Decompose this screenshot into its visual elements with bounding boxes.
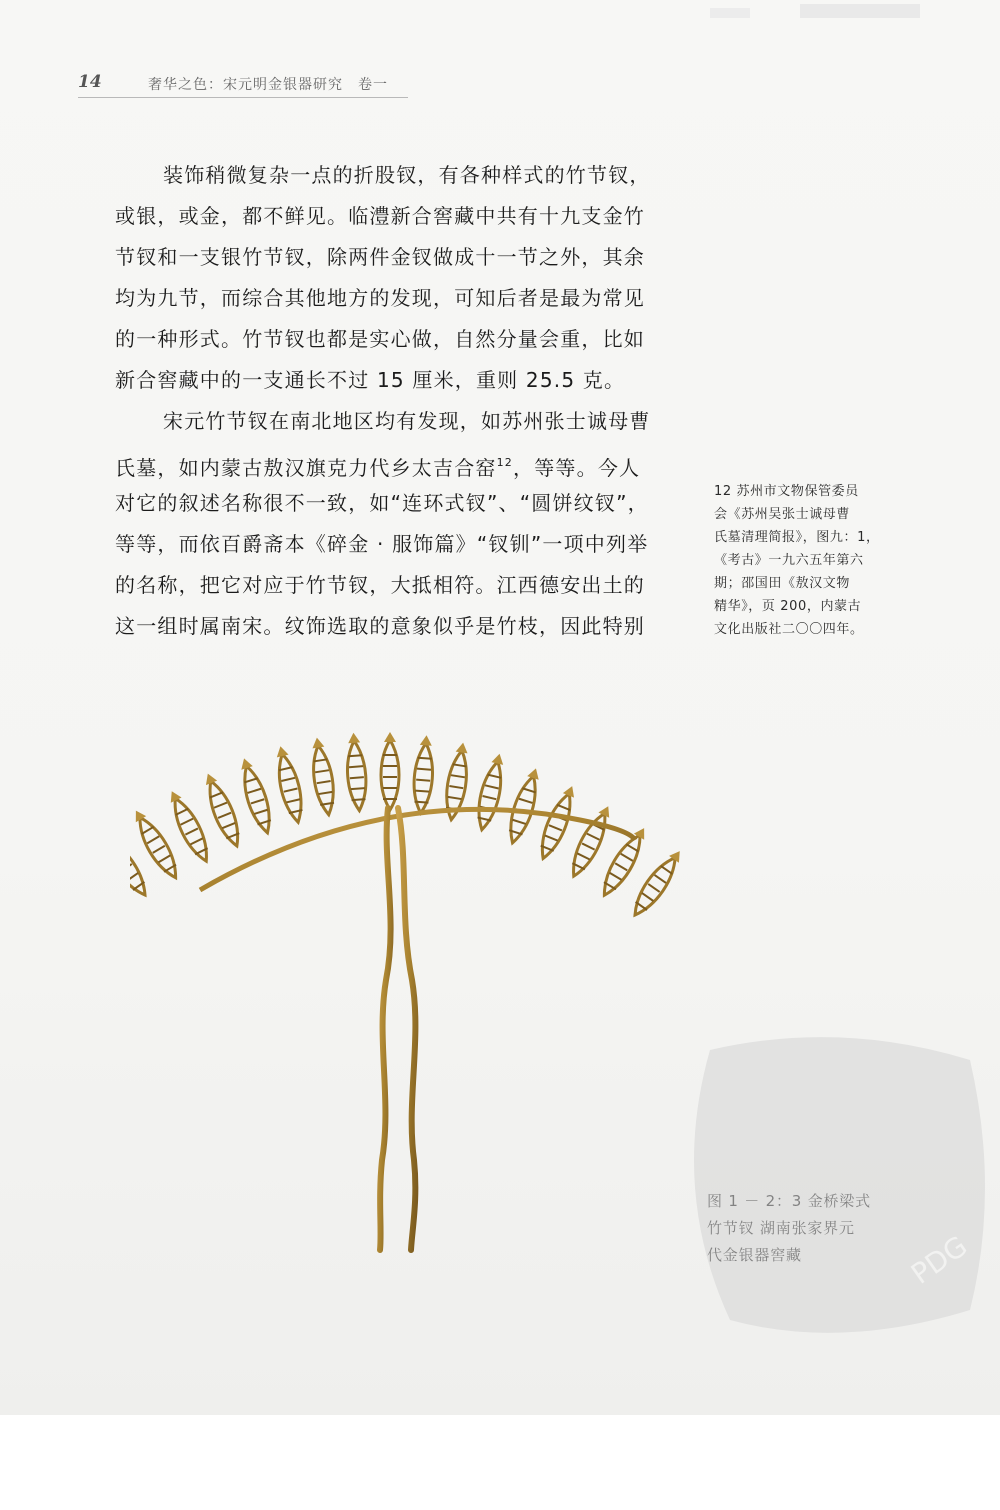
footnote-ref[interactable]: 12 [496,456,514,469]
hairpin-loop [381,732,399,810]
hairpin-loop [308,736,338,816]
hairpin-loop [535,783,581,862]
hairpin-loop [272,744,307,824]
running-head: 奢华之色：宋元明金银器研究 卷一 [148,77,388,93]
text-line: 均为九节，而综合其他地方的发现，可知后者是最为常见 [115,286,645,310]
hairpin-loop [235,756,276,836]
text-line: 宋元竹节钗在南北地区均有发现，如苏州张士诚母曹 [163,409,651,433]
footnote-line: 文化出版社二〇〇四年。 [714,622,864,637]
text-line: 装饰稍微复杂一点的折股钗，有各种样式的竹节钗， [163,163,651,187]
hairpin-leg-right [398,808,415,1250]
hairpin-figure [130,720,710,1270]
footnote-line: 氏墓清理简报》，图九：1， [714,530,880,545]
text-line [115,442,690,483]
hairpin-loop [344,732,368,811]
hairpin-loop [130,826,152,900]
text-line: 或银，或金，都不鲜见。临澧新合窖藏中共有十九支金竹 [115,204,645,228]
hairpin-loop [504,766,545,846]
text-line: 这一组时属南宋。纹饰选取的意象似乎是竹枝，因此特别 [115,614,645,638]
hairpin-leg-left [380,808,391,1250]
text-line: 的一种形式。竹节钗也都是实心做，自然分量会重，比如 [115,327,645,351]
footnote-line: 《考古》一九六五年第六 [714,553,864,568]
hairpin-loop [199,770,245,849]
pdg-watermark [670,1020,1000,1350]
header-rule [78,97,408,98]
page-margin-bottom [0,1415,1000,1510]
body-text [115,155,690,647]
footnote-line: 精华》，页 200，内蒙古 [714,599,862,614]
footnote-line: 会《苏州吴张士诚母曹 [714,507,851,522]
text-segment: 氏墓，如内蒙古敖汉旗克力代乡太吉合窑 [115,456,497,480]
footnote-line: 期；邵国田《敖汉文物 [714,576,851,591]
page-number: 14 [78,72,102,92]
hairpin-loop [473,752,508,832]
footnote [714,480,894,641]
text-segment: ，等等。今人 [513,456,641,480]
text-line: 新合窖藏中的一支通长不过 15 厘米，重则 25.5 克。 [115,368,626,392]
text-line: 节钗和一支银竹节钗，除两件金钗做成十一节之外，其余 [115,245,645,269]
paragraph-2 [115,401,690,647]
page-header [78,72,408,100]
text-line: 的名称，把它对应于竹节钗，大抵相符。江西德安出土的 [115,573,645,597]
footnote-line: 12 苏州市文物保管委员 [714,484,859,499]
text-line: 等等，而依百爵斋本《碎金 · 服饰篇》“钗钏”一项中列举 [115,532,649,556]
hairpin-loop [412,735,436,814]
watermark-text: PDG [905,1229,974,1291]
paragraph-1 [115,155,690,401]
scan-smudge [700,0,960,30]
text-line: 对它的叙述名称很不一致，如“连环式钗”、“圆饼纹钗”， [115,491,649,515]
